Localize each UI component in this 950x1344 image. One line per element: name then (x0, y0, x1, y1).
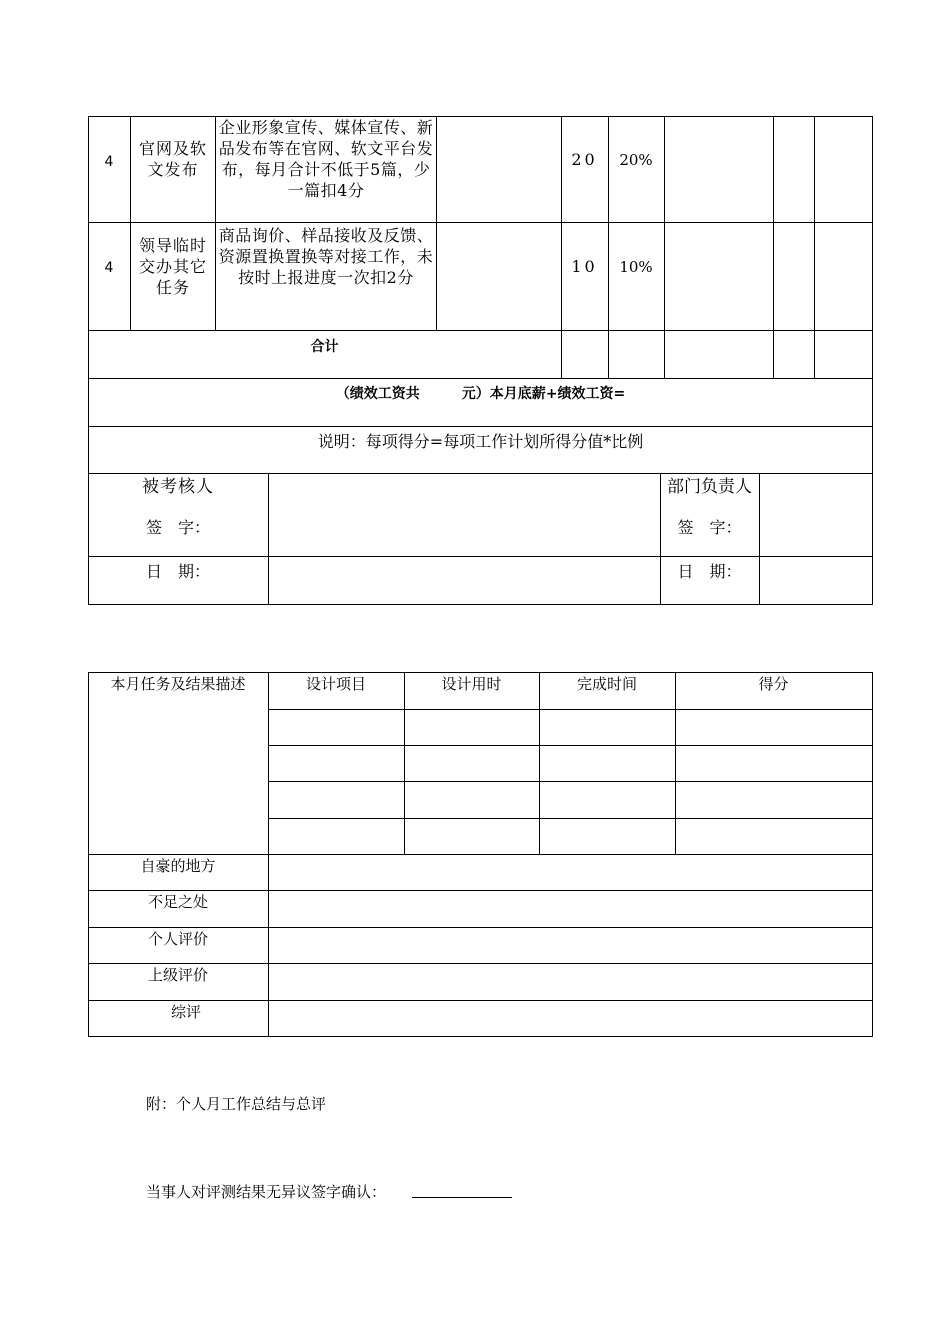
row1-item: 官网及软文发布 (138, 139, 207, 179)
row2-score: 10 (571, 257, 598, 276)
supervisor-evaluation-label: 上级评价 (147, 966, 208, 984)
row1-standard: 企业形象宣传、媒体宣传、新品发布等在官网、软文平台发布，每月合计不低于5篇，少一篇扣4分 (218, 118, 434, 200)
task-description-header: 本月任务及结果描述 (110, 675, 246, 693)
shortcomings-label: 不足之处 (147, 893, 208, 911)
row2-item: 领导临时交办其它任务 (138, 236, 207, 297)
self-evaluation-label: 个人评价 (147, 930, 208, 948)
row1-score: 20 (571, 150, 598, 169)
row1-number: 4 (104, 154, 114, 170)
confirm-label: 当事人对评测结果无异议签字确认： (146, 1183, 387, 1201)
dept-head-label: 部门负责人 (667, 477, 752, 497)
completion-time-header: 完成时间 (576, 675, 637, 693)
total-label: 合计 (310, 339, 339, 355)
dept-head-date-label: 日 期： (677, 562, 742, 581)
row1-ratio: 20% (619, 151, 653, 169)
proud-points-label: 自豪的地方 (140, 857, 216, 875)
assessee-date-label: 日 期： (145, 562, 210, 581)
attachment-note: 附：个人月工作总结与总评 (146, 1095, 327, 1113)
row2-number: 4 (104, 260, 114, 276)
row2-standard: 商品询价、样品接收及反馈、资源置换置换等对接工作，未按时上报进度一次扣2分 (218, 226, 434, 287)
assessee-label: 被考核人 (142, 477, 214, 497)
row2-ratio: 10% (619, 258, 653, 276)
dept-head-sign-label: 签 字： (677, 518, 742, 537)
salary-line: （绩效工资共 元）本月底薪+绩效工资= (335, 386, 626, 402)
design-item-header: 设计项目 (305, 675, 366, 693)
assessee-sign-label: 签 字： (145, 518, 210, 537)
overall-evaluation-label: 综评 (170, 1003, 201, 1021)
design-time-header: 设计用时 (441, 675, 502, 693)
score-header: 得分 (758, 675, 789, 693)
note-line: 说明：每项得分=每项工作计划所得分值*比例 (317, 432, 644, 451)
signature-line[interactable] (412, 1197, 512, 1198)
